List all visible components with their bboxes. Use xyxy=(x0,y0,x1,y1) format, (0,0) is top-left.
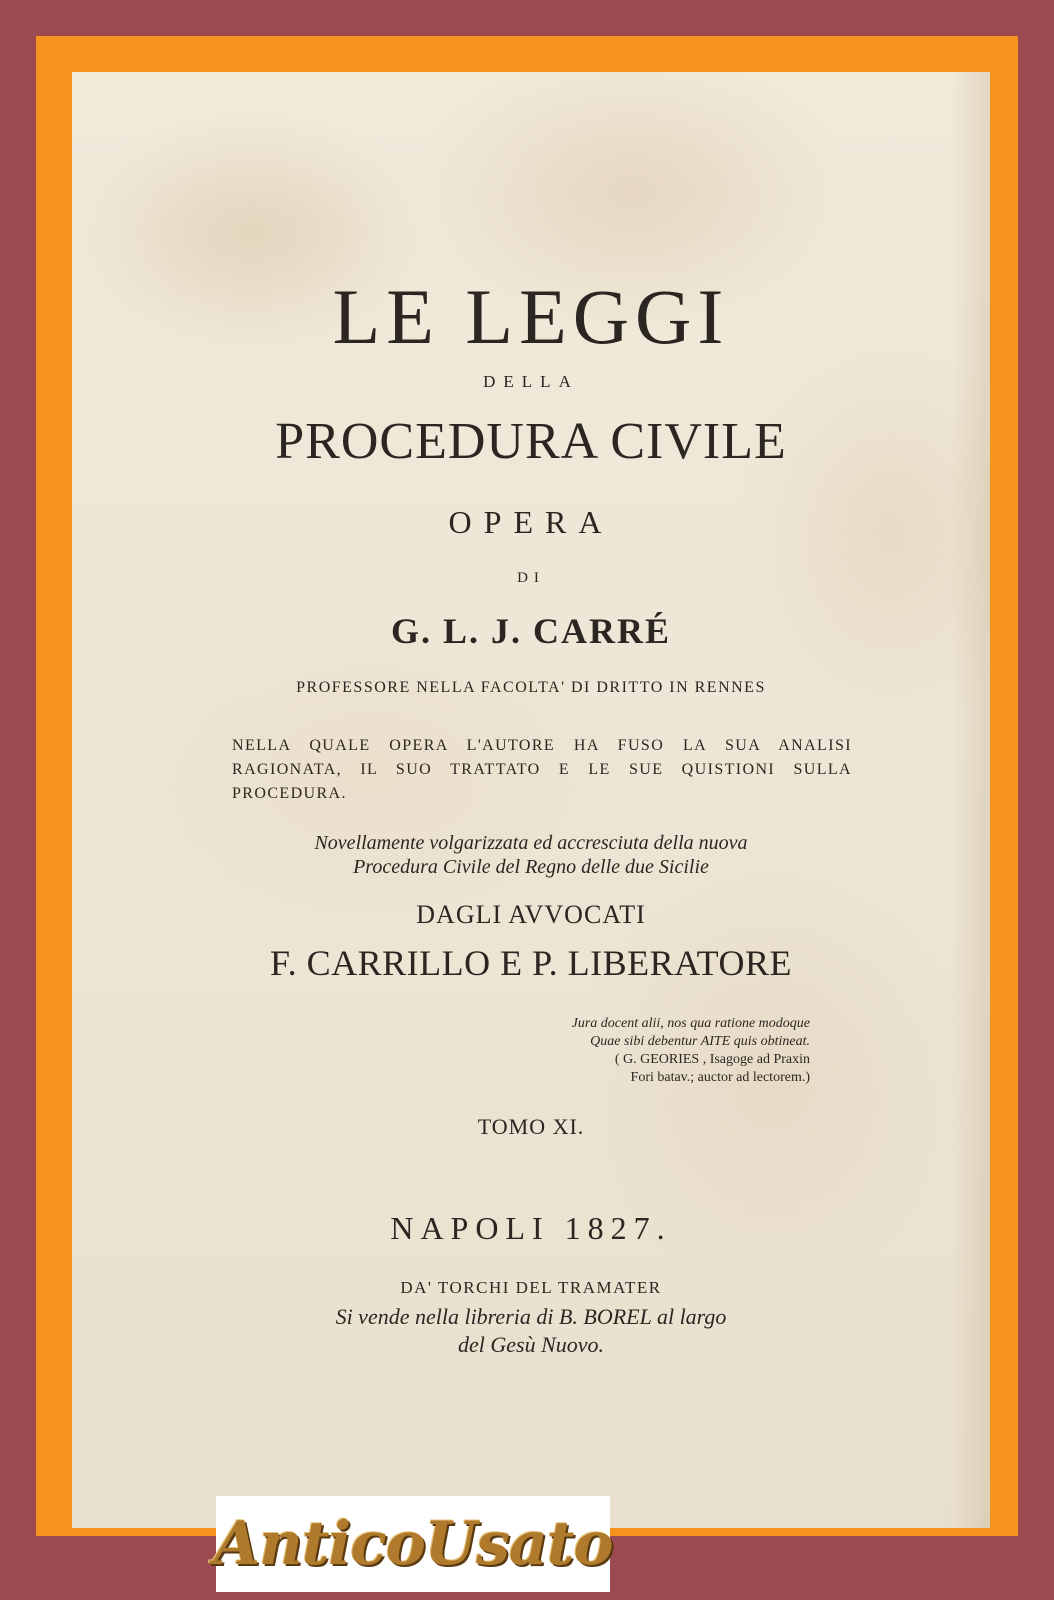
title-page xyxy=(72,72,990,1528)
epigraph-line-1: Jura docent alii, nos qua ratione modoque xyxy=(571,1016,810,1031)
book-title: LE LEGGI xyxy=(332,273,730,360)
printer-line: DA' TORCHI DEL TRAMATER xyxy=(400,1278,662,1297)
author-name: G. L. J. CARRÉ xyxy=(390,611,672,651)
description-line-2: RAGIONATA, IL SUO TRATTATO E LE SUE QUISTIONI SULLA xyxy=(232,761,852,778)
epigraph-line-4: Fori batav.; auctor ad lectorem.) xyxy=(630,1070,810,1085)
description-line-3: PROCEDURA. xyxy=(232,785,347,802)
translation-note-line-2: Procedura Civile del Regno delle due Sicilie xyxy=(353,856,709,878)
translation-note-line-1: Novellamente volgarizzata ed accresciuta della nuova xyxy=(314,832,748,854)
description-line-1: NELLA QUALE OPERA L'AUTORE HA FUSO LA SUA ANALISI xyxy=(232,737,852,754)
opera-word: OPERA xyxy=(448,504,614,540)
epigraph-line-3: ( G. GEORIES , Isagoge ad Praxin xyxy=(614,1052,810,1067)
sale-note-line-2: del Gesù Nuovo. xyxy=(457,1332,605,1357)
book-subject: PROCEDURA CIVILE xyxy=(275,413,787,470)
sale-note-line-1: Si vende nella libreria di B. BOREL al largo xyxy=(335,1304,727,1329)
volume-number: TOMO XI. xyxy=(477,1114,585,1139)
logo-text: AnticoUsato xyxy=(213,1509,613,1579)
translators-names: F. CARRILLO E P. LIBERATORE xyxy=(270,943,792,983)
della-word: DELLA xyxy=(483,372,579,391)
author-title: PROFESSORE NELLA FACOLTA' DI DRITTO IN RENNES xyxy=(296,679,766,696)
by-lawyers: DAGLI AVVOCATI xyxy=(416,900,646,929)
anticousato-logo xyxy=(213,1496,613,1592)
place-and-year: NAPOLI 1827. xyxy=(390,1210,672,1246)
epigraph-line-2: Quae sibi debentur AITE quis obtineat. xyxy=(590,1034,810,1049)
di-word: DI xyxy=(517,570,545,586)
